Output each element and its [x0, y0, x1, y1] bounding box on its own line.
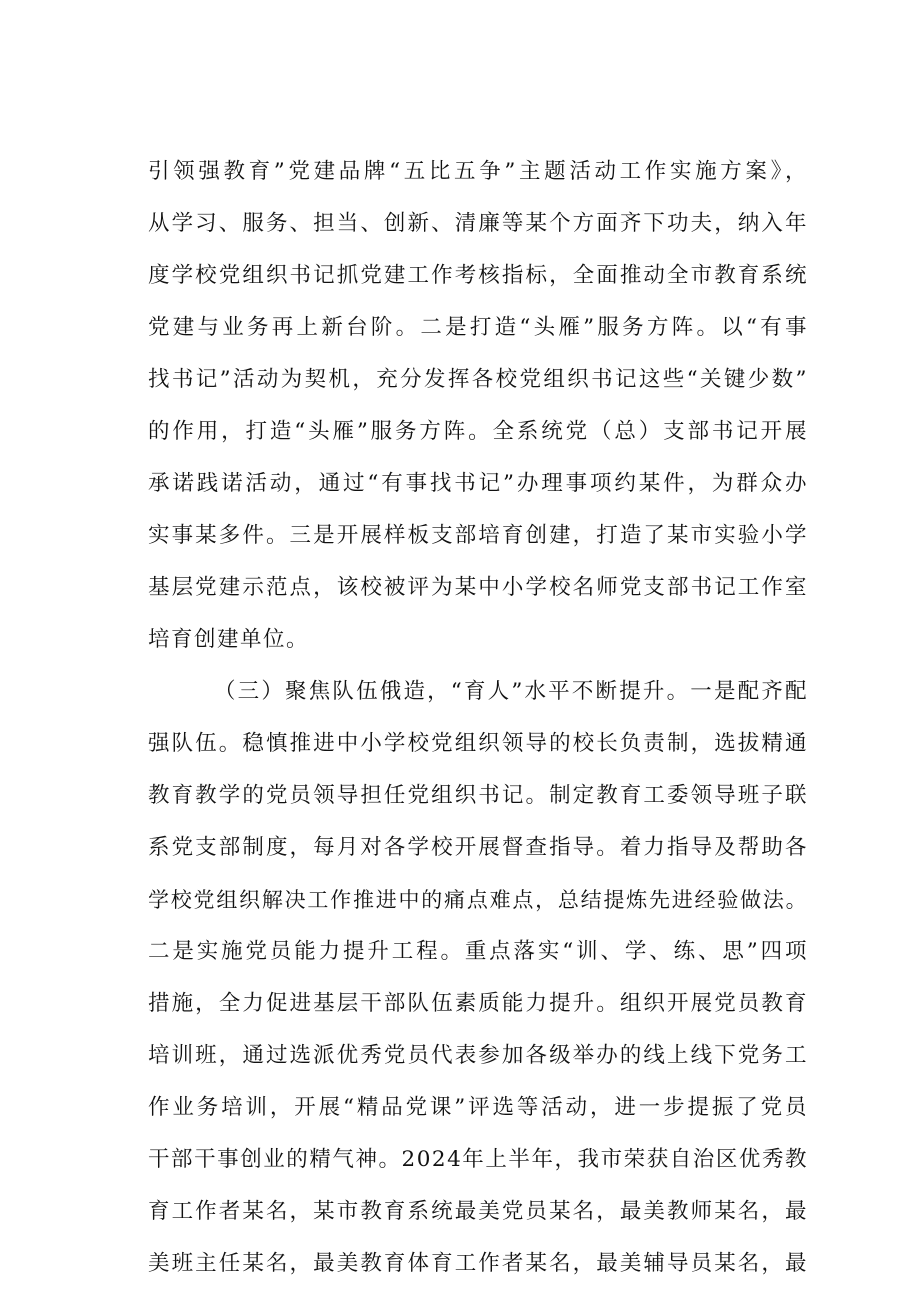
section-heading-line: （三）聚焦队伍俄造，“育人”水平不断提升。一是配齐配 — [214, 679, 808, 704]
text-line: 教育教学的党员领导担任党组织书记。制定教育工委领导班子联 — [148, 783, 808, 808]
text-line: 承诺践诺活动，通过“有事找书记”办理事项约某件，为群众办 — [148, 471, 808, 496]
text-line: 育工作者某名，某市教育系统最美党员某名，最美教师某名，最 — [148, 1199, 808, 1224]
text-line: 干部干事创业的精气神。2024年上半年，我市荣获自治区优秀教 — [148, 1147, 808, 1172]
text-line: 学校党组织解决工作推进中的痛点难点，总结提炼先进经验做法。 — [148, 888, 808, 912]
text-line: 基层党建示范点，该校被评为某中小学校名师党支部书记工作室 — [148, 575, 808, 600]
text-line: 找书记”活动为契机，充分发挥各校党组织书记这些“关键少数” — [148, 367, 808, 392]
text-line: 实事某多件。三是开展样板支部培育创建，打造了某市实验小学 — [148, 523, 808, 548]
text-line: 二是实施党员能力提升工程。重点落实“训、学、练、思”四项 — [148, 939, 808, 964]
text-line: 培训班，通过选派优秀党员代表参加各级举办的线上线下党务工 — [148, 1043, 808, 1068]
paragraph-last-line: 培育创建单位。 — [148, 627, 310, 652]
body-text — [148, 146, 808, 1290]
text-line: 引领强教育”党建品牌“五比五争”主题活动工作实施方案》， — [148, 159, 808, 184]
text-line: 从学习、服务、担当、创新、清廉等某个方面齐下功夫，纳入年 — [148, 211, 808, 236]
text-line: 美班主任某名，最美教育体育工作者某名，最美辅导员某名，最 — [148, 1251, 808, 1276]
text-line: 强队伍。稳慎推进中小学校党组织领导的校长负责制，选拔精通 — [148, 731, 808, 756]
text-line: 党建与业务再上新台阶。二是打造“头雁”服务方阵。以“有事 — [148, 315, 808, 340]
text-line: 系党支部制度，每月对各学校开展督查指导。着力指导及帮助各 — [148, 835, 808, 860]
text-line: 度学校党组织书记抓党建工作考核指标，全面推动全市教育系统 — [148, 263, 808, 288]
text-line: 措施，全力促进基层干部队伍素质能力提升。组织开展党员教育 — [148, 991, 808, 1016]
text-line: 的作用，打造“头雁”服务方阵。全系统党（总）支部书记开展 — [148, 419, 808, 444]
text-line: 作业务培训，开展“精品党课”评选等活动，进一步提振了党员 — [148, 1095, 808, 1120]
